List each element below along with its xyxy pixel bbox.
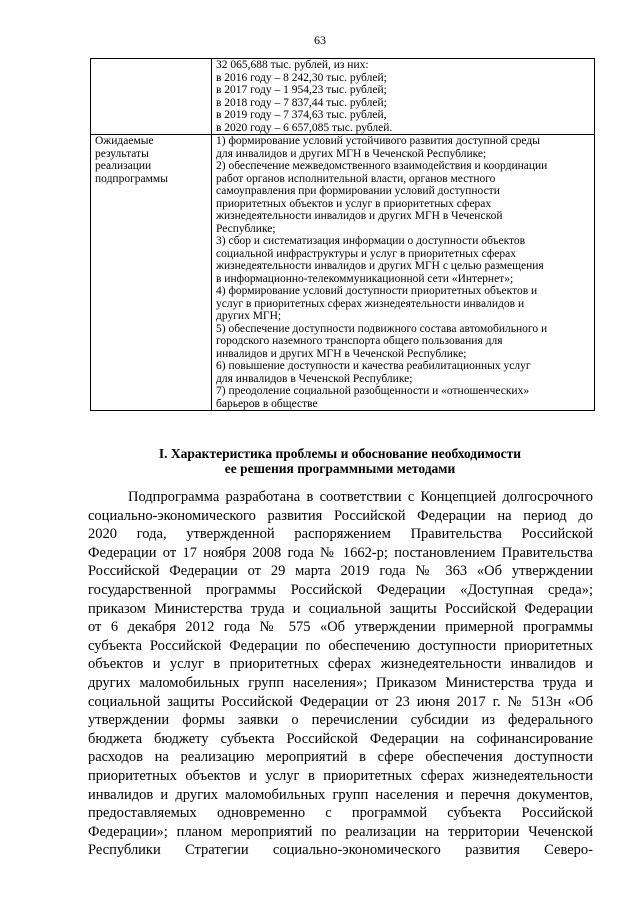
table-row-expected-results xyxy=(91,135,595,411)
financing-content-cell xyxy=(212,59,595,135)
paragraph-line: приказом Министерства труда и социальной защиты Российской Федерации xyxy=(88,600,593,617)
section-heading-line: I. Характеристика проблемы и обоснование необходимости xyxy=(158,446,522,461)
finance-line: в 2016 году – 8 242,30 тыс. рублей; xyxy=(216,71,387,84)
expected-results-label-cell xyxy=(91,135,212,411)
paragraph-line: субъекта Российской Федерации по обеспечению доступности приоритетных xyxy=(88,637,593,654)
result-line: для инвалидов и других МГН в Чеченской Республике; xyxy=(216,147,487,160)
financing-label-cell xyxy=(91,59,212,135)
paragraph-line: Российской Федерации от 29 марта 2019 года № 363 «Об утверждении xyxy=(88,563,593,580)
result-line: работ органов исполнительной власти, органов местного xyxy=(216,172,496,185)
result-line: 3) сбор и систематизация информации о доступности объектов xyxy=(216,235,526,247)
result-line: Республике; xyxy=(216,222,276,235)
paragraph-line: 2020 года, утвержденной распоряжением Правительства Российской xyxy=(88,526,593,543)
paragraph-line: утверждении формы заявки о перечислении субсидии из федерального xyxy=(88,712,593,729)
paragraph-line: бюджета бюджету субъекта Российской Федерации на софинансирование xyxy=(88,730,593,747)
result-line: приоритетных объектов и услуг в приоритетных сферах xyxy=(216,197,492,210)
paragraph-line: Подпрограмма разработана в соответствии с Концепцией долгосрочного xyxy=(128,489,593,505)
paragraph-line: других маломобильных групп населения»; Приказом Министерства труда и xyxy=(88,674,593,691)
page-number: 63 xyxy=(314,33,326,47)
result-line: 4) формирование условий доступности приоритетных объектов и xyxy=(216,285,538,297)
finance-line: в 2019 году – 7 374,63 тыс. рублей, xyxy=(216,109,387,121)
result-line: инвалидов и других МГН в Чеченской Республике; xyxy=(216,347,467,360)
paragraph-line: расходов на реализацию мероприятий в сфере обеспечения доступности xyxy=(88,749,593,766)
result-line: городского наземного транспорта общего пользования для xyxy=(216,335,503,347)
result-line: социальной инфраструктуры и услуг в приоритетных сферах xyxy=(216,247,516,260)
paragraph-line: социальной защиты Российской Федерации от 23 июня 2017 г. № 513н «Об xyxy=(88,693,593,710)
finance-line: в 2020 году – 6 657,085 тыс. рублей. xyxy=(216,121,393,134)
paragraph-line: Федерации от 17 ноября 2008 года № 1662-р; постановлением Правительства xyxy=(88,544,593,561)
label-line: результаты xyxy=(95,147,149,160)
label-line: Ожидаемые xyxy=(95,135,154,147)
paragraph-line: Федерации»; планом мероприятий по реализации на территории Чеченской xyxy=(88,823,593,840)
expected-results-content-cell xyxy=(212,135,595,411)
subprogram-passport-table xyxy=(90,58,595,411)
label-line: подпрограммы xyxy=(95,172,168,185)
paragraph-line: предоставляемых одновременно с программой субъекта Российской xyxy=(88,805,593,822)
result-line: услуг в приоритетных сферах жизнедеятельности инвалидов и xyxy=(216,297,525,310)
paragraph-line: Республики Стратегии социально-экономического развития Северо- xyxy=(88,842,593,859)
section-paragraph xyxy=(88,488,593,860)
table-row-financing xyxy=(91,59,595,135)
result-line: в информационно-телекоммуникационной сети «Интернет»; xyxy=(216,272,514,285)
paragraph-line: государственной программы Российской Федерации «Доступная среда»; xyxy=(88,581,593,598)
section-heading-line: ее решения программными методами xyxy=(224,461,456,476)
paragraph-line: инвалидов и других маломобильных групп населения и перечня документов, xyxy=(88,786,593,803)
result-line: 1) формирование условий устойчивого развития доступной среды xyxy=(216,135,540,147)
result-line: барьеров в обществе xyxy=(216,397,318,410)
finance-line: в 2018 году – 7 837,44 тыс. рублей; xyxy=(216,96,387,109)
finance-line: 32 065,688 тыс. рублей, из них: xyxy=(216,59,369,71)
paragraph-line: объектов и услуг в приоритетных сферах жизнедеятельности инвалидов и xyxy=(88,656,593,673)
result-line: жизнедеятельности инвалидов и других МГН в Чеченской xyxy=(216,210,503,222)
finance-line: в 2017 году – 1 954,23 тыс. рублей; xyxy=(216,84,387,96)
paragraph-line: социально-экономического развития Российской Федерации на период до xyxy=(88,507,593,524)
section-heading xyxy=(70,446,610,476)
result-line: других МГН; xyxy=(216,310,282,322)
result-line: для инвалидов в Чеченской Республике; xyxy=(216,372,413,385)
result-line: 5) обеспечение доступности подвижного состава автомобильного и xyxy=(216,322,548,335)
paragraph-line: от 6 декабря 2012 года № 575 «Об утверждении примерной программы xyxy=(88,619,593,636)
result-line: 7) преодоление социальной разобщенности и «отношенческих» xyxy=(216,385,530,397)
result-line: 2) обеспечение межведомственного взаимодействия и координации xyxy=(216,160,548,172)
result-line: 6) повышение доступности и качества реабилитационных услуг xyxy=(216,360,531,372)
paragraph-line: приоритетных объектов и услуг в приоритетных сферах жизнедеятельности xyxy=(88,767,593,784)
result-line: жизнедеятельности инвалидов и других МГН с целью размещения xyxy=(216,260,544,272)
result-line: самоуправления при формировании условий доступности xyxy=(216,185,500,197)
label-line: реализации xyxy=(95,160,152,172)
